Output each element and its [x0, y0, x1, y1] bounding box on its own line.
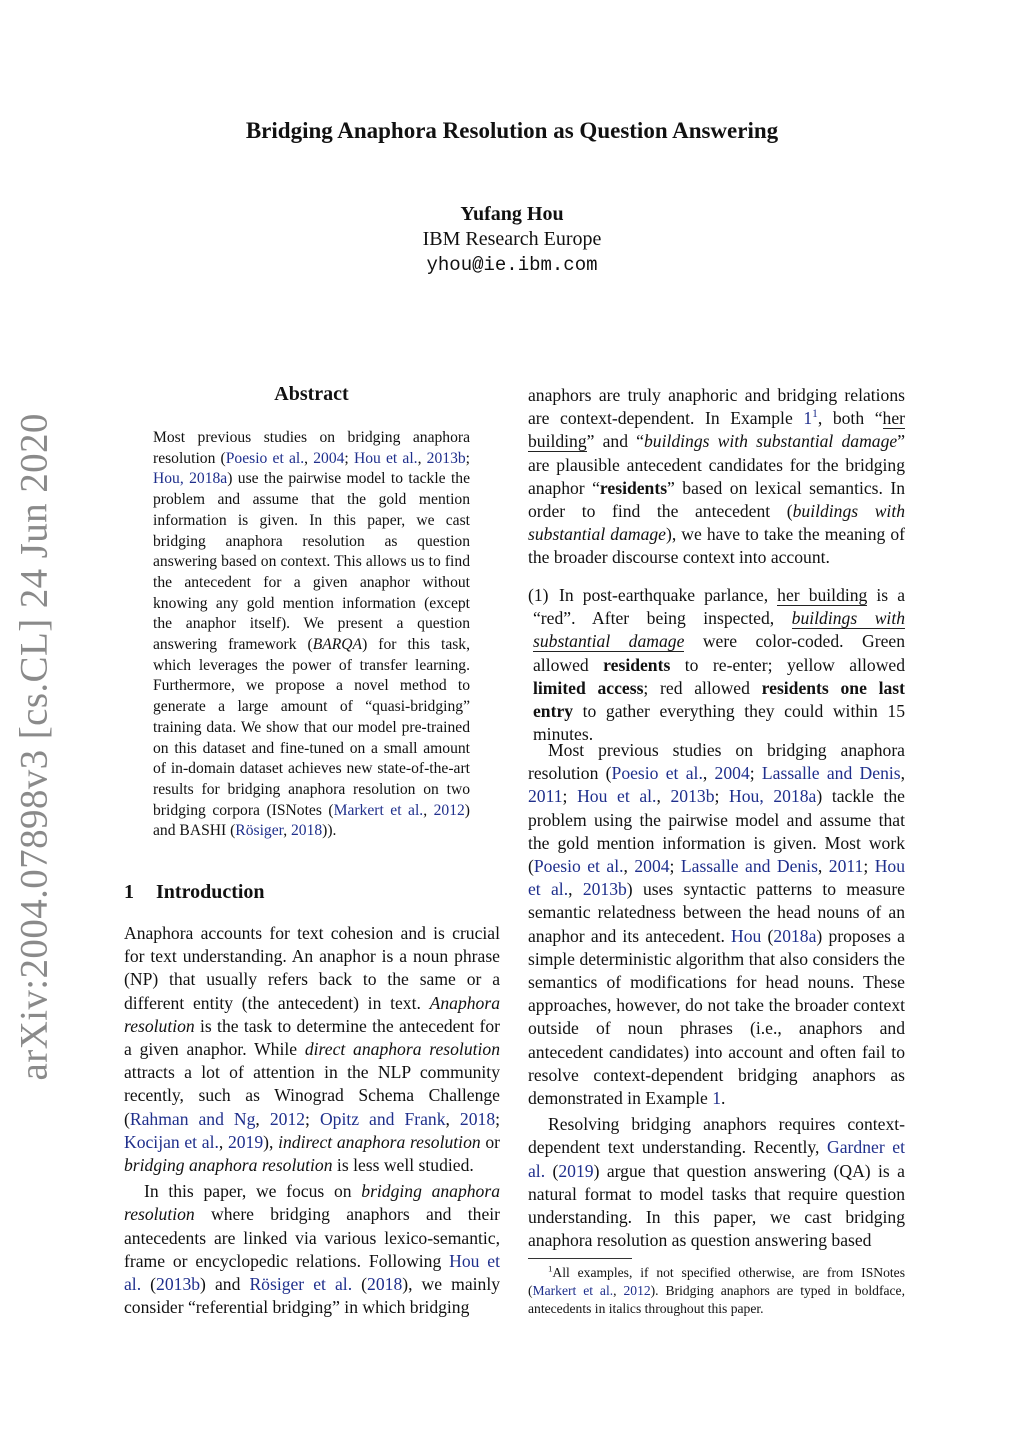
citation-link[interactable]: 2004	[313, 449, 345, 467]
footnote-marker[interactable]: 1	[812, 408, 818, 421]
citation-link[interactable]: 2004	[634, 856, 670, 877]
citation-link[interactable]: 2018	[367, 1274, 403, 1295]
citation-link[interactable]: Markert et al.	[532, 1283, 614, 1298]
citation-link[interactable]: Hou	[731, 925, 762, 946]
citation-link[interactable]: Poesio et al.	[225, 449, 305, 467]
citation-link[interactable]: 2013b	[156, 1274, 201, 1295]
citation-link[interactable]: 2004	[714, 763, 750, 784]
citation-link[interactable]: Hou et al.	[577, 786, 657, 807]
author-email[interactable]: yhou@ie.ibm.com	[426, 254, 598, 276]
citation-link[interactable]: Gardner et al.	[528, 1137, 906, 1181]
citation-link[interactable]: Hou et al.	[353, 449, 418, 467]
citation-link[interactable]: Opitz and Frank	[319, 1108, 446, 1129]
citation-link[interactable]: Poesio et al.	[611, 763, 703, 784]
citation-link[interactable]: Lassalle and Denis	[680, 856, 818, 877]
citation-link[interactable]: 2013b	[670, 786, 715, 807]
citation-link[interactable]: Kocijan et al.	[124, 1131, 219, 1152]
author-name: Yufang Hou	[460, 203, 564, 225]
abstract-heading: Abstract	[274, 383, 349, 405]
section-heading-introduction: 1 Introduction	[124, 881, 265, 903]
paper-title: Bridging Anaphora Resolution as Question Answering	[245, 118, 779, 143]
author-affiliation: IBM Research Europe	[422, 228, 602, 250]
citation-link[interactable]: 2019	[227, 1131, 264, 1152]
citation-link[interactable]: 2011	[828, 856, 864, 877]
example-ref-link[interactable]: 1	[803, 408, 813, 429]
example-number: (1)	[528, 585, 549, 605]
citation-link[interactable]: 2018	[459, 1108, 496, 1129]
citation-link[interactable]: Markert et al.	[333, 801, 424, 819]
citation-link[interactable]: 2013b	[582, 879, 627, 900]
citation-link[interactable]: Rösiger	[235, 822, 284, 840]
citation-link[interactable]: 2012	[623, 1283, 651, 1298]
citation-link[interactable]: 2019	[558, 1160, 594, 1181]
citation-link[interactable]: Hou, 2018a	[153, 470, 228, 488]
paragraph: In this paper, we focus on bridging anaphora resolution where bridging anaphors and their antecedents are linked via various lexico-semantic, frame or encyclopedic relations. Following Hou et al. (2013b) and Rösiger et al. (2018), we mainly consider “referential bridging” in which bridging	[124, 1181, 501, 1318]
citation-link[interactable]: Lassalle and Denis	[761, 763, 901, 784]
example-1: (1) In post-earthquake parlance, her building is a “red”. After being inspected, buildings with substantial damage were color-coded. Green allowed residents to re-enter; yellow allowed limited access; red allowed residents one last entry to gather everything they could within 15 minutes.	[528, 585, 906, 745]
intro-body	[124, 922, 500, 1319]
footnote: $^1$All examples, if not specified otherwise, are from ISNotes (Markert et al., 2012). Bridging anaphors are typed in boldface, antecedents in italics throughout this paper.	[528, 1263, 905, 1316]
citation-link[interactable]: Hou, 2018a	[729, 786, 817, 807]
paragraph: Resolving bridging anaphors requires context-dependent text understanding. Recently, Gardner et al. (2019) argue that question answering (QA) is a natural format to model tasks that require question understanding. In this paper, we cast bridging anaphora resolution as question answering based	[528, 1114, 906, 1251]
citation-link[interactable]: Hou et al.	[124, 1250, 501, 1295]
footnote-divider	[528, 1258, 632, 1259]
citation-link[interactable]: 2012	[269, 1108, 306, 1129]
abstract-body: Most previous studies on bridging anaphora resolution (Poesio et al., 2004; Hou et al., 2013b; Hou, 2018a) use the pairwise model to tackle the problem and assume that the gold mention information is given. In this paper, we cast bridging anaphora resolution as question answering based on context. This allows us to find the antecedent for a given anaphor without knowing any gold mention information (except the anaphor itself). We present a question answering framework (BARQA) for this task, which leverages the power of transfer learning. Furthermore, we propose a novel method to generate a large amount of “quasi-bridging” training data. We show that our model pre-trained on this dataset and fine-tuned on a small amount of in-domain dataset achieves new state-of-the-art results for bridging anaphora resolution on two bridging corpora (ISNotes (Markert et al., 2012) and BASHI (Rösiger, 2018)).	[153, 429, 471, 840]
citation-link[interactable]: 2018a	[773, 925, 817, 946]
right-body	[528, 739, 905, 1252]
paragraph: Most previous studies on bridging anaphora resolution (Poesio et al., 2004; Lassalle and Denis, 2011; Hou et al., 2013b; Hou, 2018a) tackle the problem using the pairwise model and assume that the gold mention information is given. Most work (Poesio et al., 2004; Lassalle and Denis, 2011; Hou et al., 2013b) uses syntactic patterns to measure semantic relatedness between the head nouns of an anaphor and its antecedent. Hou (2018a) proposes a simple deterministic algorithm that also considers the semantics of modifications for head nouns. These approaches, however, do not take the broader context outside of noun phrases (i.e., anaphors and antecedent candidates) into account and often fail to resolve context-dependent bridging anaphors as demonstrated in Example 1.	[528, 740, 906, 1109]
citation-link[interactable]: 2018	[290, 822, 323, 840]
citation-link[interactable]: 2011	[528, 786, 563, 807]
right-paragraph-1: anaphors are truly anaphoric and bridging relations are context-dependent. In Example 1$^1$, both “her building” and “buildings with substantial damage” are plausible antecedent candidates for the bridging anaphor “residents” based on lexical semantics. In order to find the antecedent (buildings with substantial damage), we have to take the meaning of the broader discourse context into account.	[528, 385, 906, 568]
citation-link[interactable]: 2012	[433, 801, 465, 819]
arxiv-stamp: arXiv:2004.07898v3 [cs.CL] 24 Jun 2020	[12, 413, 56, 1081]
citation-link[interactable]: 2013b	[426, 449, 466, 467]
citation-link[interactable]: Poesio et al.	[533, 856, 624, 877]
citation-link[interactable]: Rahman and Ng	[129, 1108, 256, 1129]
example-ref-link[interactable]: 1	[712, 1088, 721, 1109]
citation-link[interactable]: Rösiger et al.	[249, 1274, 353, 1295]
paragraph: Anaphora accounts for text cohesion and is crucial for text understanding. An anaphor is a noun phrase (NP) that usually refers back to the same or a different entity (the antecedent) in text. Anaphora resolution is the task to determine the antecedent for a given anaphor. While direct anaphora resolution attracts a lot of attention in the NLP community recently, such as Winograd Schema Challenge (Rahman and Ng, 2012; Opitz and Frank, 2018; Kocijan et al., 2019), indirect anaphora resolution or bridging anaphora resolution is less well studied.	[124, 923, 501, 1176]
citation-link[interactable]: Hou et al.	[528, 856, 905, 900]
